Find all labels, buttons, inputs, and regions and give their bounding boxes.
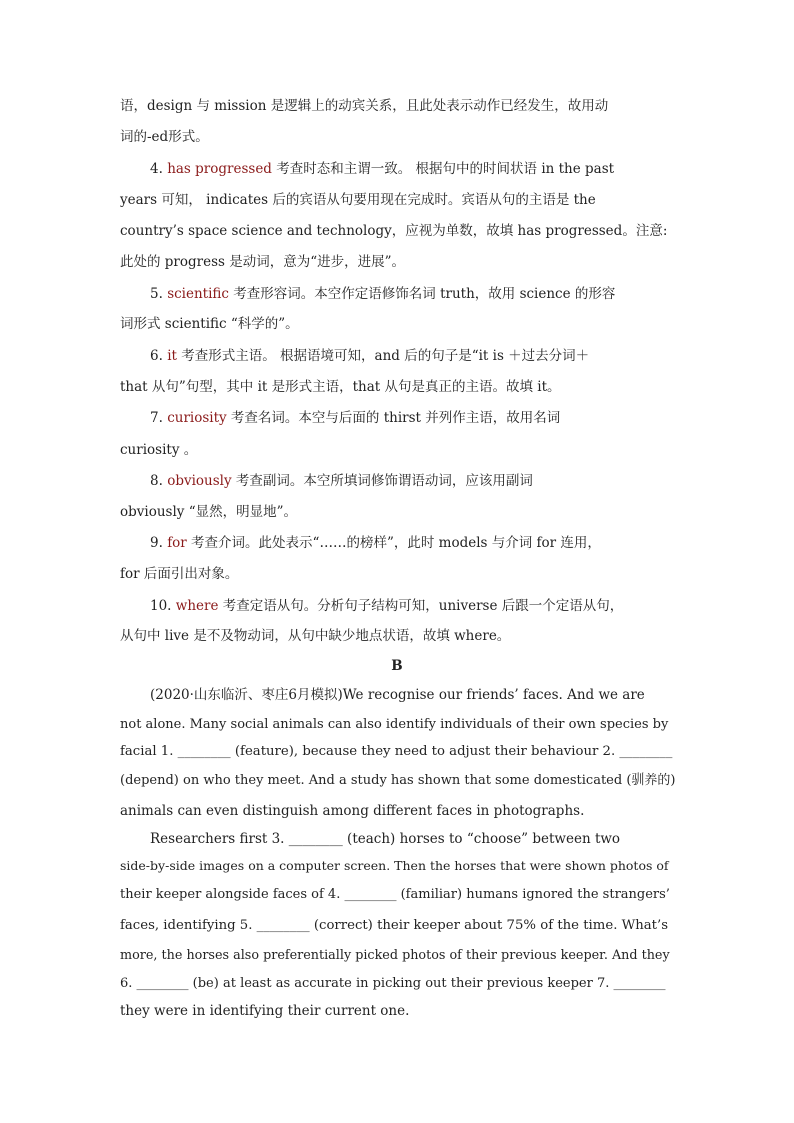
answer-text: where [175, 598, 219, 614]
answer-item-6 [150, 346, 674, 366]
explanation-text: 考查名词。本空与后面的 thirst 并列作主语，故用名词 [226, 410, 561, 426]
passage-line: animals can even distinguish among different faces in photographs. [120, 803, 585, 819]
explanation-line: that 从句”句型，其中 it 是形式主语，that 从句是真正的主语。故填 it。 [120, 379, 561, 395]
passage-line: Researchers first 3. ________ (teach) horses to “choose” between two [150, 831, 621, 847]
passage-line: their keeper alongside faces of 4. ________ (familiar) humans ignored the strangers’ [120, 887, 670, 902]
passage-line: faces, identifying 5. ________ (correct) their keeper about 75% of the time. What’s [120, 918, 669, 933]
explanation-text: 考查定语从句。分析句子结构可知，universe 后跟一个定语从句， [218, 598, 624, 614]
item-number: 7. [150, 410, 163, 426]
answer-text: scientific [167, 286, 229, 302]
explanation-line: obviously “显然，明显地”。 [120, 504, 298, 520]
item-number: 5. [150, 286, 163, 302]
explanation-line: 词的-ed形式。 [120, 129, 209, 145]
explanation-line: years 可知， indicates 后的宾语从句要用现在完成时。宾语从句的主语是 the [120, 192, 596, 208]
answer-text: curiosity [167, 410, 227, 426]
explanation-text: 考查介词。此处表示“……的榜样”，此时 models 与介词 for 连用， [186, 535, 601, 551]
item-number: 9. [150, 535, 163, 551]
answer-item-7 [150, 408, 674, 428]
explanation-line: curiosity 。 [120, 442, 198, 458]
explanation-line: country’s space science and technology，应视为单数，故填 has progressed。注意: [120, 223, 668, 239]
answer-text: has progressed [167, 161, 272, 177]
passage-line: side-by-side images on a computer screen. Then the horses that were shown photos of [120, 858, 669, 873]
explanation-text: 考查副词。本空所填词修饰谓语动词，应该用副词 [231, 473, 533, 489]
passage-line: more, the horses also preferentially picked photos of their previous keeper. And they [120, 948, 670, 963]
explanation-text: 考查形式主语。 根据语境可知，and 后的句子是“it is ＋过去分词＋ [176, 348, 590, 364]
answer-item-4 [150, 159, 674, 179]
section-title: B [391, 658, 403, 674]
passage-line: they were in identifying their current one. [120, 1003, 410, 1019]
answer-text: for [167, 535, 187, 551]
answer-item-9 [150, 533, 674, 553]
passage-line: (depend) on who they meet. And a study has shown that some domesticated (驯养的) [120, 773, 676, 788]
explanation-line: 从句中 live 是不及物动词，从句中缺少地点状语，故填 where。 [120, 628, 511, 644]
item-number: 6. [150, 348, 163, 364]
explanation-text: 考查形容词。本空作定语修饰名词 truth，故用 science 的形容 [229, 286, 616, 302]
item-number: 8. [150, 473, 163, 489]
answer-item-5 [150, 284, 674, 304]
answer-item-10 [150, 596, 674, 616]
passage-line: 6. ________ (be) at least as accurate in picking out their previous keeper 7. ________ [120, 976, 666, 991]
answer-text: it [167, 348, 177, 364]
answer-text: obviously [167, 473, 232, 489]
answer-item-8 [150, 471, 674, 491]
item-number: 4. [150, 161, 163, 177]
passage-line: facial 1. ________ (feature), because they need to adjust their behaviour 2. ________ [120, 744, 673, 759]
item-number: 10. [150, 598, 172, 614]
explanation-line: for 后面引出对象。 [120, 566, 239, 582]
explanation-text: 考查时态和主谓一致。 根据句中的时间状语 in the past [271, 161, 615, 177]
explanation-line: 此处的 progress 是动词，意为“进步，进展”。 [120, 254, 406, 270]
passage-line: (2020·山东临沂、枣庄6月模拟)We recognise our friends’ faces. And we are [150, 687, 645, 703]
explanation-line: 语，design 与 mission 是逻辑上的动宾关系，且此处表示动作已经发生，故用动 [120, 98, 609, 114]
passage-line: not alone. Many social animals can also identify individuals of their own species by [120, 717, 669, 732]
explanation-line: 词形式 scientific “科学的”。 [120, 316, 299, 332]
